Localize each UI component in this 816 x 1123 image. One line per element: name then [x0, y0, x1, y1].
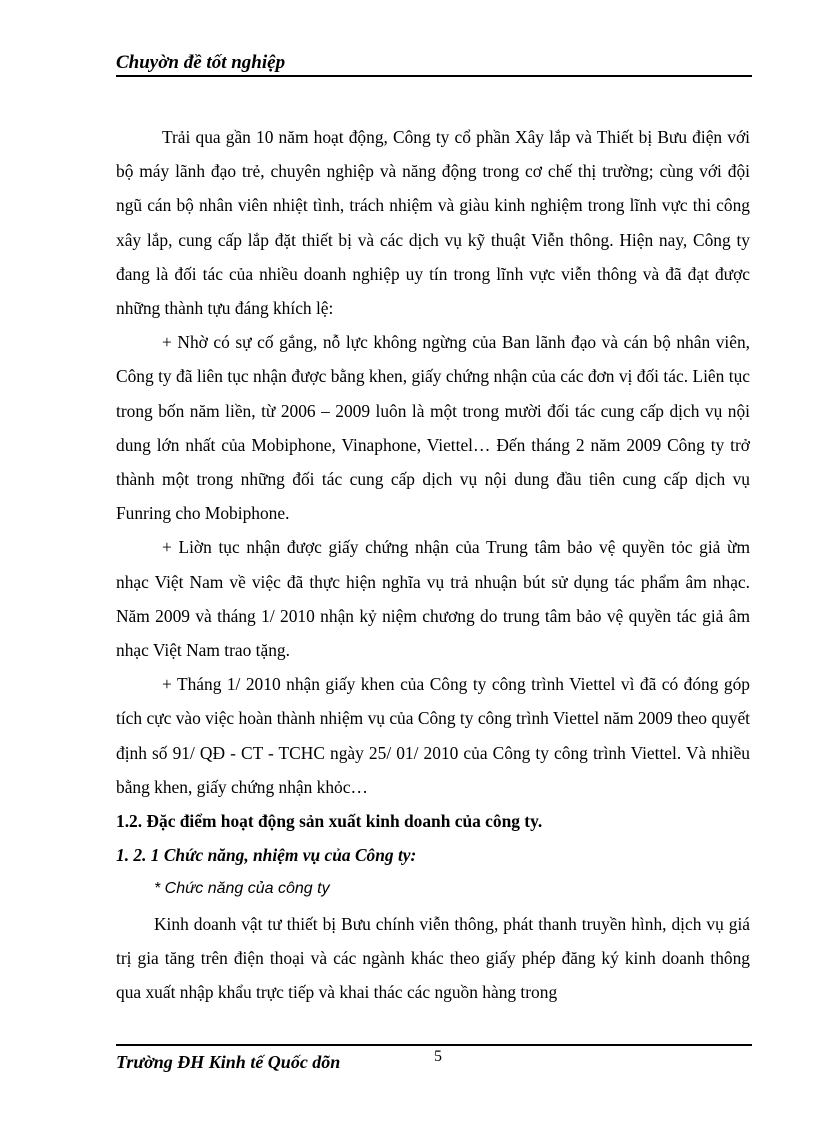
footer-university: Trường ĐH Kinh tế Quốc dõn [116, 1052, 341, 1072]
document-body [116, 120, 750, 1009]
section-heading: 1.2. Đặc điểm hoạt động sản xuất kinh doanh của công ty. [116, 811, 543, 832]
subsection-heading: 1. 2. 1 Chức năng, nhiệm vụ của Công ty: [116, 845, 417, 866]
page-number: 5 [434, 1048, 442, 1065]
paragraph-functions: Kinh doanh vật tư thiết bị Bưu chính viễn thông, phát thanh truyền hình, dịch vụ giá trị gia tăng trên điện thoại và các ngành khác theo giấy phép đăng ký kinh doanh thông qua xuất nhập khẩu trực tiếp và khai thác các nguồn hàng trong [116, 913, 750, 1003]
page-header [116, 50, 752, 78]
footer-rule [116, 1044, 752, 1046]
paragraph-intro: Trải qua gần 10 năm hoạt động, Công ty cổ phần Xây lắp và Thiết bị Bưu điện với bộ máy lãnh đạo trẻ, chuyên nghiệp và năng động trong cơ chế thị trường; cùng với đội ngũ cán bộ nhân viên nhiệt tình, trách nhiệm và giàu kinh nghiệm trong lĩnh vực thi công xây lắp, cung cấp lắp đặt thiết bị và các dịch vụ kỹ thuật Viễn thông. Hiện nay, Công ty đang là đối tác của nhiều doanh nghiệp uy tín trong lĩnh vực viễn thông và đã đạt được những thành tựu đáng khích lệ: [116, 127, 750, 319]
paragraph-achievement-3: + Tháng 1/ 2010 nhận giấy khen của Công ty công trình Viettel vì đã có đóng góp tích cực vào việc hoàn thành nhiệm vụ của Công ty công trình Viettel năm 2009 theo quyết định số 91/ QĐ - CT - TCHC ngày 25/ 01/ 2010 của Công ty công trình Viettel. Và nhiều bằng khen, giấy chứng nhận khỏc… [116, 674, 750, 797]
paragraph-achievement-1: + Nhờ có sự cố gắng, nỗ lực không ngừng của Ban lãnh đạo và cán bộ nhân viên, Công ty đã liên tục nhận được bằng khen, giấy chứng nhận của các đơn vị đối tác. Liên tục trong bốn năm liền, từ 2006 – 2009 luôn là một trong mười đối tác cung cấp dịch vụ nội dung lớn nhất của Mobiphone, Vinaphone, Viettel… Đến tháng 2 năm 2009 Công ty trở thành một trong những đối tác cung cấp dịch vụ nội dung đầu tiên cung cấp dịch vụ Funring cho Mobiphone. [116, 332, 750, 524]
paragraph-achievement-2: + Liờn tục nhận được giấy chứng nhận của Trung tâm bảo vệ quyền tỏc giả ừm nhạc Việt Nam về việc đã thực hiện nghĩa vụ trả nhuận bút sử dụng tác phẩm âm nhạc. Năm 2009 và tháng 1/ 2010 nhận kỷ niệm chương do trung tâm bảo vệ quyền tác giả âm nhạc Việt Nam trao tặng. [116, 537, 750, 661]
page-footer [116, 1044, 752, 1074]
subitem-heading: * Chức năng của công ty [154, 880, 330, 898]
header-title: Chuyờn đề tốt nghiệp [116, 52, 286, 73]
header-rule [116, 75, 752, 77]
